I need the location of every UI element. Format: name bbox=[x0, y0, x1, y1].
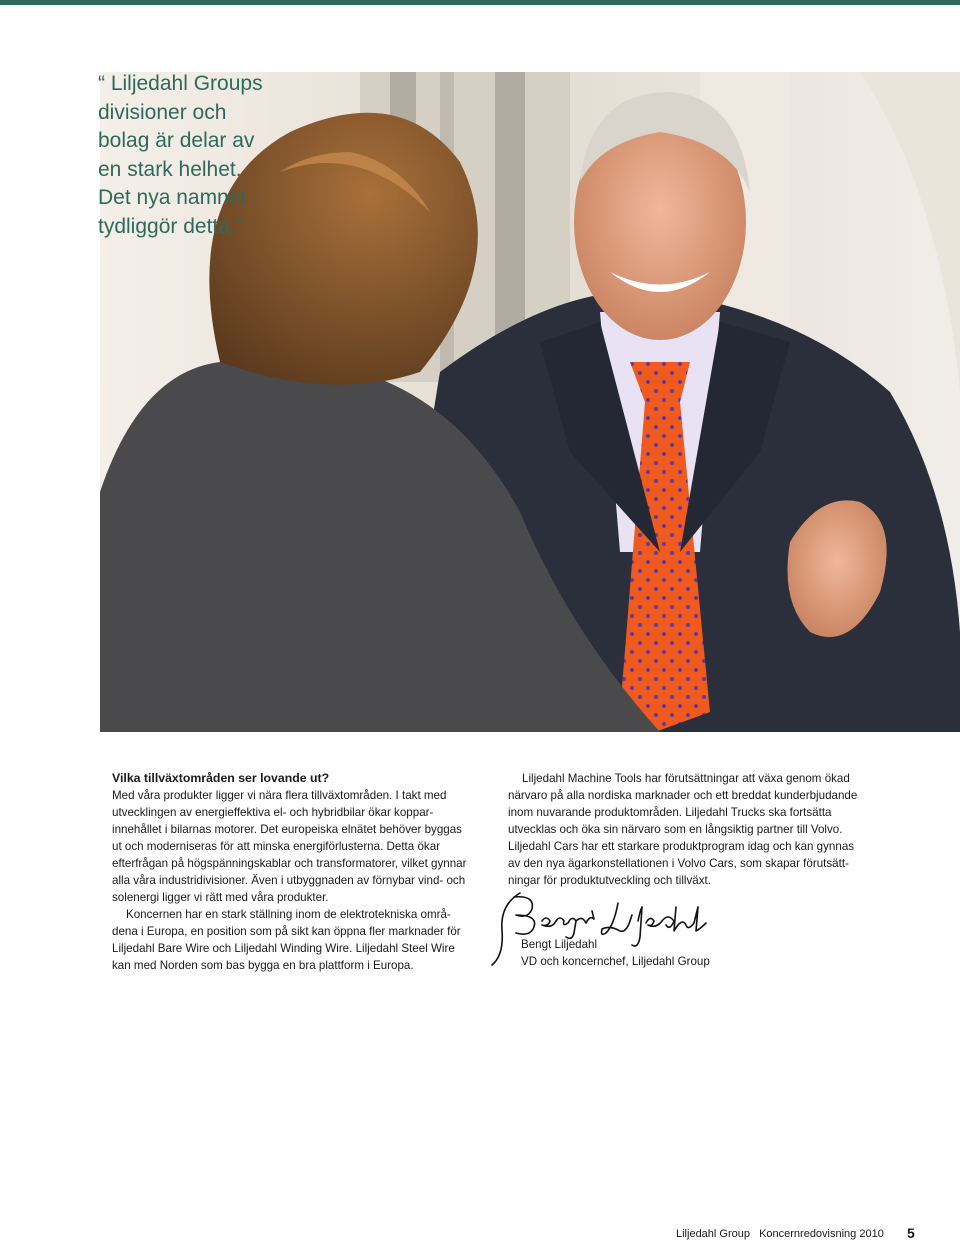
pull-quote-line: divisioner och bbox=[98, 100, 227, 124]
page-number: 5 bbox=[907, 1225, 915, 1241]
footer-company: Liljedahl Group bbox=[676, 1228, 750, 1240]
pull-quote-line: “ Liljedahl Groups bbox=[98, 72, 263, 95]
body-line: alla våra industridivisioner. Även i utbyggnaden av förnybar vind- och bbox=[112, 874, 466, 887]
body-line: kan med Norden som bas bygga en bra plattform i Europa. bbox=[112, 959, 414, 972]
body-line: ut och moderniseras för att minska energiförlusterna. Detta ökar bbox=[112, 840, 440, 853]
body-line: solenergi ligger vi rätt med våra produkter. bbox=[112, 891, 329, 904]
pull-quote bbox=[98, 70, 288, 241]
pull-quote-line: tydliggör detta.” bbox=[98, 214, 243, 238]
body-line: av den nya ägarkonstellationen i Volvo Cars, som skapar förutsätt- bbox=[508, 857, 849, 870]
body-line: utvecklas och öka sin närvaro som en långsiktig partner till Volvo. bbox=[508, 823, 843, 836]
body-line: ningar för produktutveckling och tillväxt. bbox=[508, 874, 711, 887]
left-text-column bbox=[112, 770, 478, 974]
section-heading: Vilka tillväxtområden ser lovande ut? bbox=[112, 771, 330, 785]
body-line: utvecklingen av energieffektiva el- och hybridbilar ökar koppar- bbox=[112, 806, 434, 819]
body-line: Med våra produkter ligger vi nära flera tillväxtområden. I takt med bbox=[112, 789, 447, 802]
body-line: Liljedahl Bare Wire och Liljedahl Winding Wire. Liljedahl Steel Wire bbox=[112, 942, 455, 955]
pull-quote-line: Det nya namnet bbox=[98, 186, 247, 209]
signer-name: Bengt Liljedahl bbox=[521, 938, 598, 951]
body-line: dena i Europa, en position som på sikt kan öppna fler marknader för bbox=[112, 925, 461, 938]
signer-block bbox=[521, 936, 710, 970]
body-line: Liljedahl Machine Tools har förutsättningar att växa genom ökad bbox=[522, 772, 850, 785]
body-line: närvaro på alla nordiska marknader och ett breddat kunderbjudande bbox=[508, 789, 858, 802]
body-line: innehållet i bilarnas motorer. Det europeiska elnätet behöver byggas bbox=[112, 823, 462, 836]
pull-quote-line: en stark helhet. bbox=[98, 157, 242, 181]
signer-title: VD och koncernchef, Liljedahl Group bbox=[521, 955, 710, 968]
body-line: Koncernen har en stark ställning inom de elektrotekniska områ- bbox=[126, 908, 451, 921]
body-line: efterfrågan på högspänningskablar och transformatorer, vilket gynnar bbox=[112, 857, 467, 870]
top-accent-rule bbox=[0, 0, 960, 5]
body-line: Liljedahl Cars har ett starkare produktprogram idag och kan gynnas bbox=[508, 840, 855, 853]
footer-report-title: Koncernredovisning 2010 bbox=[759, 1228, 884, 1240]
body-line: inom nuvarande produktområden. Liljedahl Trucks ska fortsätta bbox=[508, 806, 832, 819]
pull-quote-line: bolag är delar av bbox=[98, 129, 255, 152]
right-text-column bbox=[508, 770, 868, 889]
